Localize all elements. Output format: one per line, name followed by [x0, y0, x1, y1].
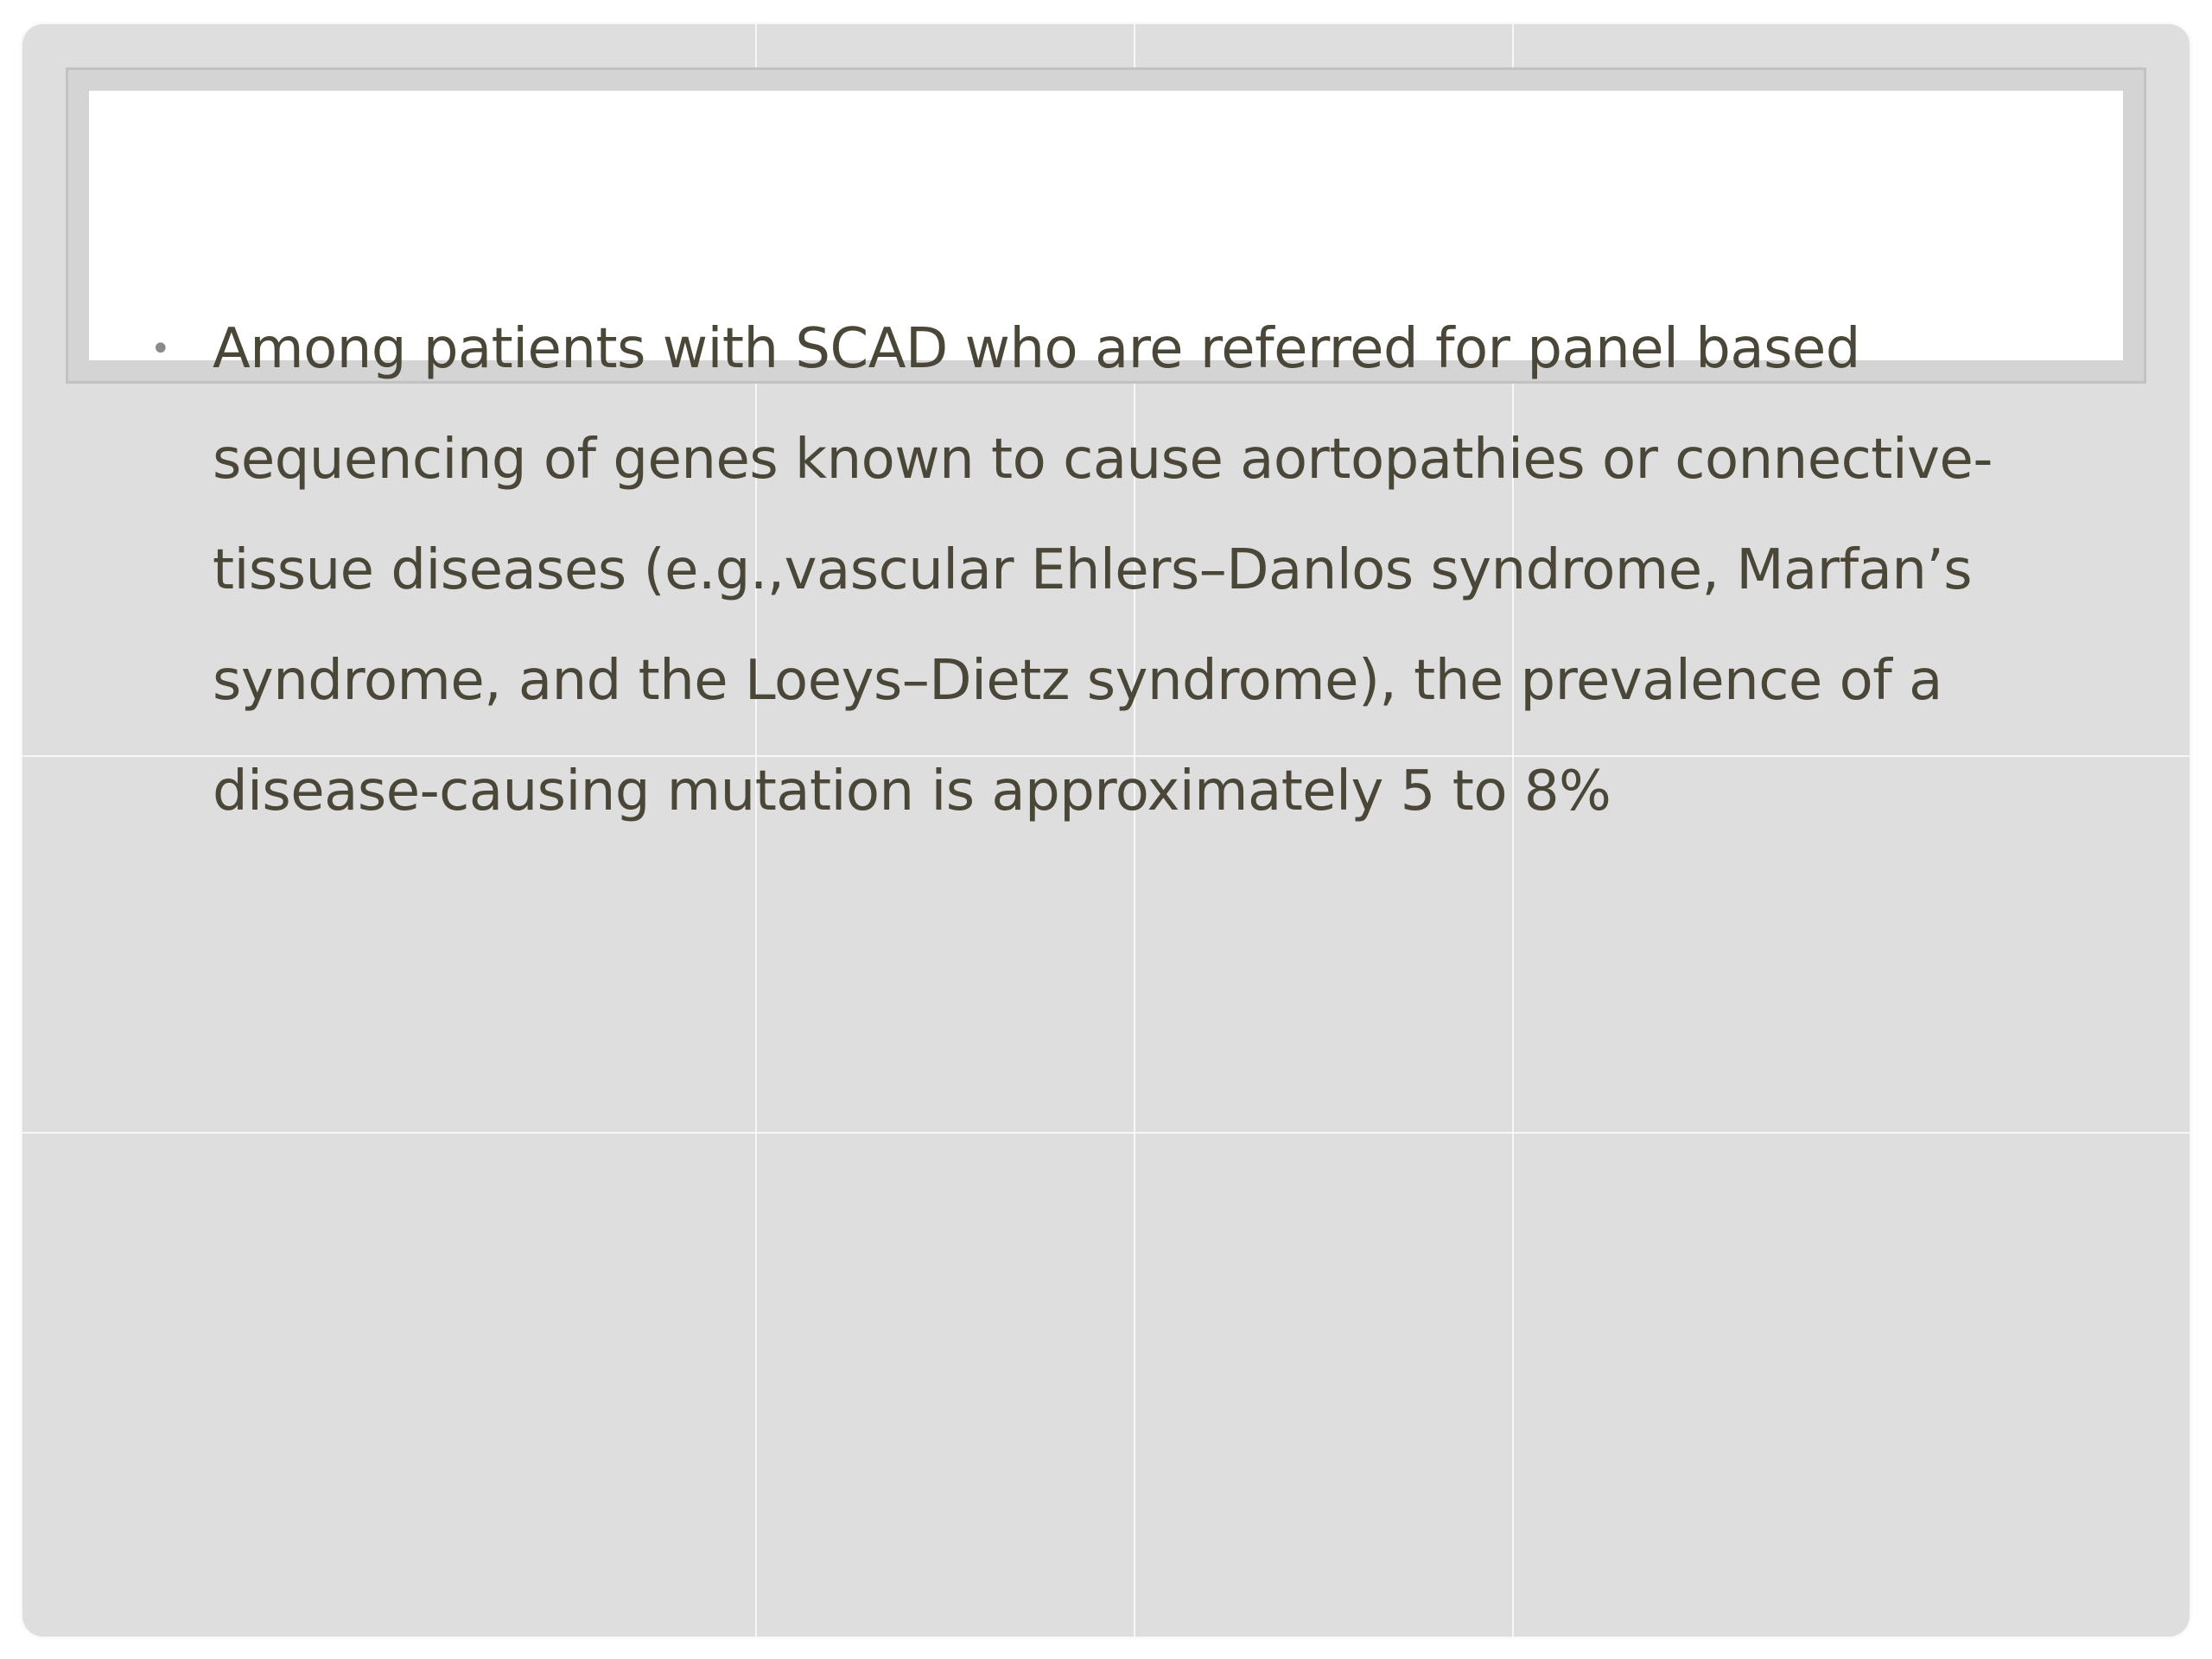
- bullet-item: [150, 294, 2086, 847]
- grid-line: [22, 1132, 2190, 1134]
- slide: [22, 24, 2190, 1637]
- bullet-marker: •: [150, 329, 171, 369]
- bullet-text: Among patients with SCAD who are referred for panel based sequencing of genes known to cause aortopathies or connective-tissue diseases (e.g.,vascular Ehlers–Danlos syndrome, Marfan’s syndrome, and the Loeys–Dietz syndrome), the prevalence of a disease-causing mutation is approximately 5 to 8%: [213, 317, 1993, 823]
- body-text-box[interactable]: [150, 294, 2086, 847]
